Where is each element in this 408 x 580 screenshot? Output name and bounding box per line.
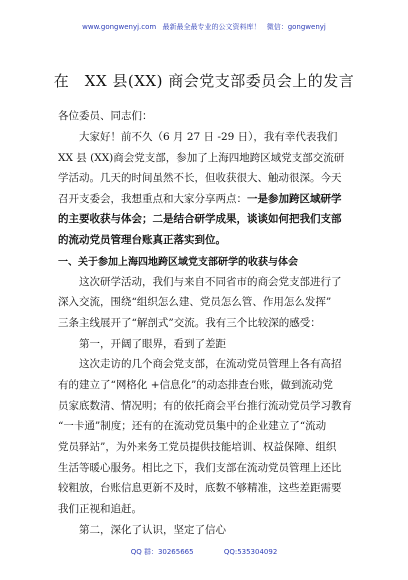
paragraph-line-bold: 的主要收获与体会；二是结合研学成果，谈谈如何把我们支部	[58, 213, 342, 225]
section-heading: 一、关于参加上海四地跨区域党支部研学的收获与体会	[58, 257, 298, 268]
paragraph-line-bold: 的流动党员管理台账真正落实到位。	[58, 234, 226, 246]
paragraph-line	[58, 191, 342, 206]
paragraph-line: 这次研学活动，我们与来自不同省市的商会党支部进行了	[79, 276, 342, 288]
paragraph-line: 深入交流，围绕“组织怎么建、党员怎么管、作用怎么发挥”	[58, 296, 332, 308]
paragraph-line: 较粗放，台账信息更新不及时，底数不够精准，这些差距需要	[58, 482, 342, 494]
paragraph-line: 学活动。几天的时间虽然不长，但收获很大、触动很深。今天	[58, 172, 342, 184]
greeting: 各位委员、同志们：	[58, 110, 153, 122]
paragraph-line: 党员驿站”，为外来务工党员提供技能培训、权益保障、组织	[58, 441, 337, 453]
site-url[interactable]: www.gongwenyj.com	[82, 23, 157, 31]
bottom-watermark	[0, 547, 408, 557]
qq-contact: QQ:535304092	[223, 548, 278, 556]
paragraph-line: “一卡通”制度；还有的在流动党员集中的企业建立了“流动	[58, 420, 327, 432]
paragraph-line: 大家好！前不久（6 月 27 日 -29 日），我有幸代表我们	[79, 131, 338, 143]
document-title: 在 XX 县(XX) 商会党支部委员会上的发言	[53, 72, 355, 90]
top-watermark	[0, 22, 408, 32]
paragraph-line: 员家底数清、情况明；有的依托商会平台推行流动党员学习教育	[58, 400, 352, 412]
paragraph-line: 有的建立了“网格化 +信息化”的动态排查台账，做到流动党	[58, 379, 333, 391]
subheading: 第二，深化了认识，坚定了信心	[79, 524, 226, 536]
paragraph-line: 这次走访的几个商会党支部，在流动党员管理上各有高招	[79, 358, 342, 370]
paragraph-line: 三条主线展开了“解剖式”交流。我有三个比较深的感受：	[58, 317, 321, 329]
paragraph-line: 我们正视和追赶。	[58, 503, 142, 515]
paragraph-line: XX 县 (XX)商会党支部，参加了上海四地跨区域党支部交流研	[58, 152, 345, 164]
qq-group: QQ 群：30265665	[130, 548, 194, 556]
paragraph-text: 召开支委会，我想重点和大家分享两点：	[58, 193, 247, 205]
emphasis-text: 一是参加跨区域研学	[247, 193, 342, 205]
site-slogan: 最新最全最专业的公文资料库！	[162, 23, 261, 31]
wechat-id: 微信：gongwenyj	[266, 23, 326, 31]
subheading: 第一，开阔了眼界，看到了差距	[79, 338, 226, 350]
paragraph-line: 生活等暖心服务。相比之下，我们支部在流动党员管理上还比	[58, 462, 342, 474]
